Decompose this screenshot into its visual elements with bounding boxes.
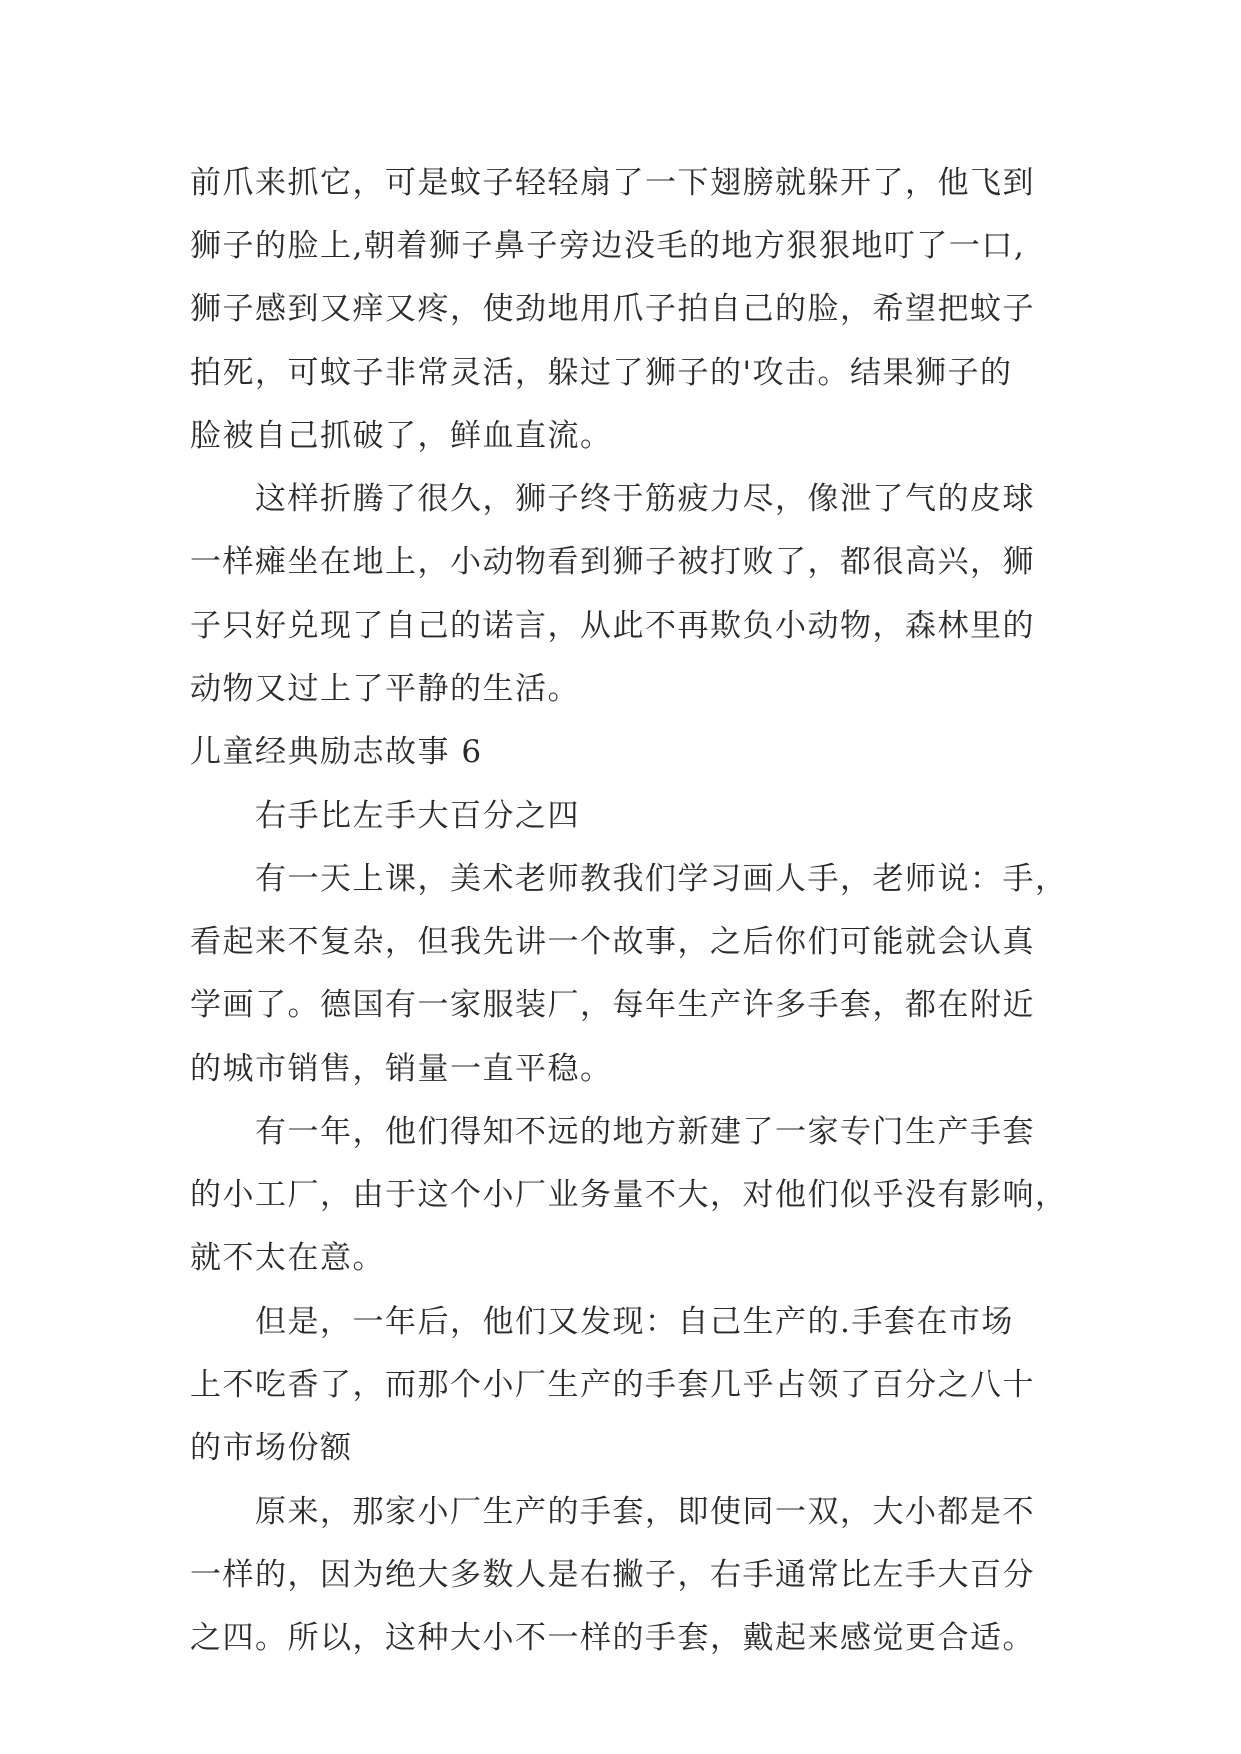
paragraph-start-line: 有一天上课，美术老师教我们学习画人手，老师说：手，	[255, 861, 1068, 897]
text-line: 前爪来抓它，可是蚊子轻轻扇了一下翅膀就躲开了，他飞到	[190, 165, 1035, 201]
paragraph-start-line: 这样折腾了很久，狮子终于筋疲力尽，像泄了气的皮球	[255, 481, 1035, 517]
text-line: 脸被自己抓破了，鲜血直流。	[190, 418, 613, 454]
text-line: 拍死，可蚊子非常灵活，躲过了狮子的'攻击。结果狮子的	[190, 355, 1013, 391]
paragraph-start-line: 有一年，他们得知不远的地方新建了一家专门生产手套	[255, 1114, 1035, 1150]
paragraph-start-line: 但是，一年后，他们又发现：自己生产的.手套在市场	[255, 1304, 1014, 1340]
text-line: 上不吃香了，而那个小厂生产的手套几乎占领了百分之八十	[190, 1367, 1035, 1403]
text-line: 就不太在意。	[190, 1240, 385, 1276]
story-title: 右手比左手大百分之四	[255, 798, 580, 834]
text-line: 的城市销售，销量一直平稳。	[190, 1051, 613, 1087]
text-line: 狮子的脸上,朝着狮子鼻子旁边没毛的地方狠狠地叮了一口,	[190, 228, 1026, 264]
text-line: 的市场份额	[190, 1430, 353, 1466]
paragraph-start-line: 原来，那家小厂生产的手套，即使同一双，大小都是不	[255, 1494, 1035, 1530]
text-line: 一样的，因为绝大多数人是右撇子，右手通常比左手大百分	[190, 1557, 1035, 1593]
text-line: 动物又过上了平静的生活。	[190, 671, 580, 707]
text-line: 之四。所以，这种大小不一样的手套，戴起来感觉更合适。	[190, 1620, 1035, 1656]
text-line: 看起来不复杂，但我先讲一个故事，之后你们可能就会认真	[190, 924, 1035, 960]
section-heading: 儿童经典励志故事 6	[190, 734, 483, 770]
text-line: 狮子感到又痒又疼，使劲地用爪子拍自己的脸，希望把蚊子	[190, 291, 1035, 327]
text-line: 一样瘫坐在地上，小动物看到狮子被打败了，都很高兴，狮	[190, 544, 1035, 580]
text-line: 学画了。德国有一家服装厂，每年生产许多手套，都在附近	[190, 987, 1035, 1023]
text-line: 子只好兑现了自己的诺言，从此不再欺负小动物，森林里的	[190, 608, 1035, 644]
text-line: 的小工厂，由于这个小厂业务量不大，对他们似乎没有影响，	[190, 1177, 1068, 1213]
